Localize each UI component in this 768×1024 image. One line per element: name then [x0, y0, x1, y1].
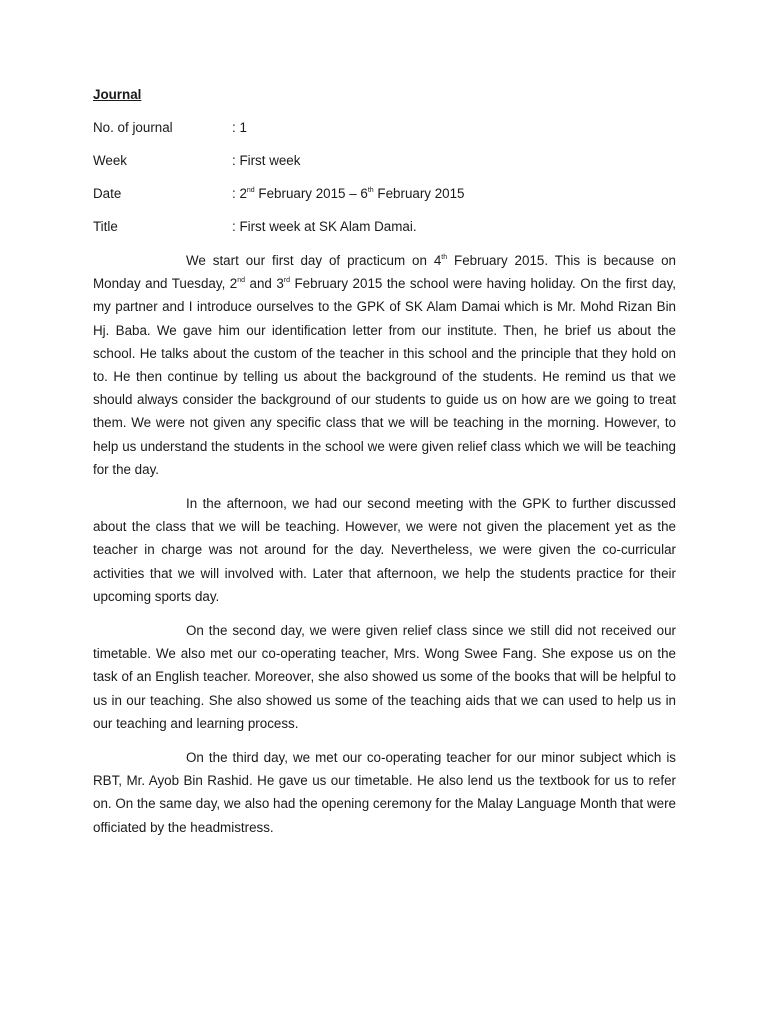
meta-label: No. of journal [93, 120, 173, 135]
ordinal-suffix: nd [246, 186, 255, 194]
meta-value: : 2nd February 2015 – 6th February 2015 [232, 186, 465, 201]
meta-label: Title [93, 219, 118, 234]
journal-meta [93, 117, 676, 238]
ordinal-suffix: th [441, 253, 448, 261]
meta-label: Week [93, 153, 127, 168]
ordinal-suffix: th [367, 186, 374, 194]
journal-page [93, 84, 676, 850]
paragraph-second-day: On the second day, we were given relief class since we still did not received our timetable. We also met our co-operating teacher, Mrs. Wong Swee Fang. She expose us on the task of an English teacher. Moreover, she also showed us some of the books that will be helpful to us in our teaching. She also showed us some of the teaching aids that we can used to help us in our teaching and learning process. [93, 623, 676, 731]
meta-row-date [93, 183, 676, 205]
meta-value: : First week [232, 153, 301, 168]
meta-row-title [93, 216, 676, 238]
meta-value: : 1 [232, 120, 247, 135]
journal-heading: Journal [93, 87, 142, 102]
meta-row-journal-number [93, 117, 676, 139]
meta-value: : First week at SK Alam Damai. [232, 219, 417, 234]
paragraph-afternoon: In the afternoon, we had our second meeting with the GPK to further discussed about the class that we will be teaching. However, we were not given the placement yet as the teacher in charge was not around for the day. Nevertheless, we were given the co-curricular activities that we will involved with. Later that afternoon, we help the students practice for their upcoming sports day. [93, 496, 676, 604]
ordinal-suffix: nd [237, 276, 246, 284]
paragraph-first-day: We start our first day of practicum on 4th February 2015. This is because on Monday and Tuesday, 2nd and 3rd February 2015 the school were having holiday. On the first day, my partner and I introduce ourselves to the GPK of SK Alam Damai which is Mr. Mohd Rizan Bin Hj. Baba. We gave him our identification letter from our institute. Then, he brief us about the school. He talks about the custom of the teacher in this school and the principle that they hold on to. He then continue by telling us about the background of the students. He remind us that we should always consider the background of our students to guide us on how are we going to treat them. We were not given any specific class that we will be teaching in the morning. However, to help us understand the students in the school we were given relief class which we will be teaching for the day. [93, 253, 677, 477]
paragraph-third-day: On the third day, we met our co-operating teacher for our minor subject which is RBT, Mr. Ayob Bin Rashid. He gave us our timetable. He also lend us the textbook for us to refer on. On the same day, we also had the opening ceremony for the Malay Language Month that were officiated by the headmistress. [93, 750, 676, 835]
meta-row-week [93, 150, 676, 172]
ordinal-suffix: rd [283, 276, 291, 284]
meta-label: Date [93, 186, 122, 201]
